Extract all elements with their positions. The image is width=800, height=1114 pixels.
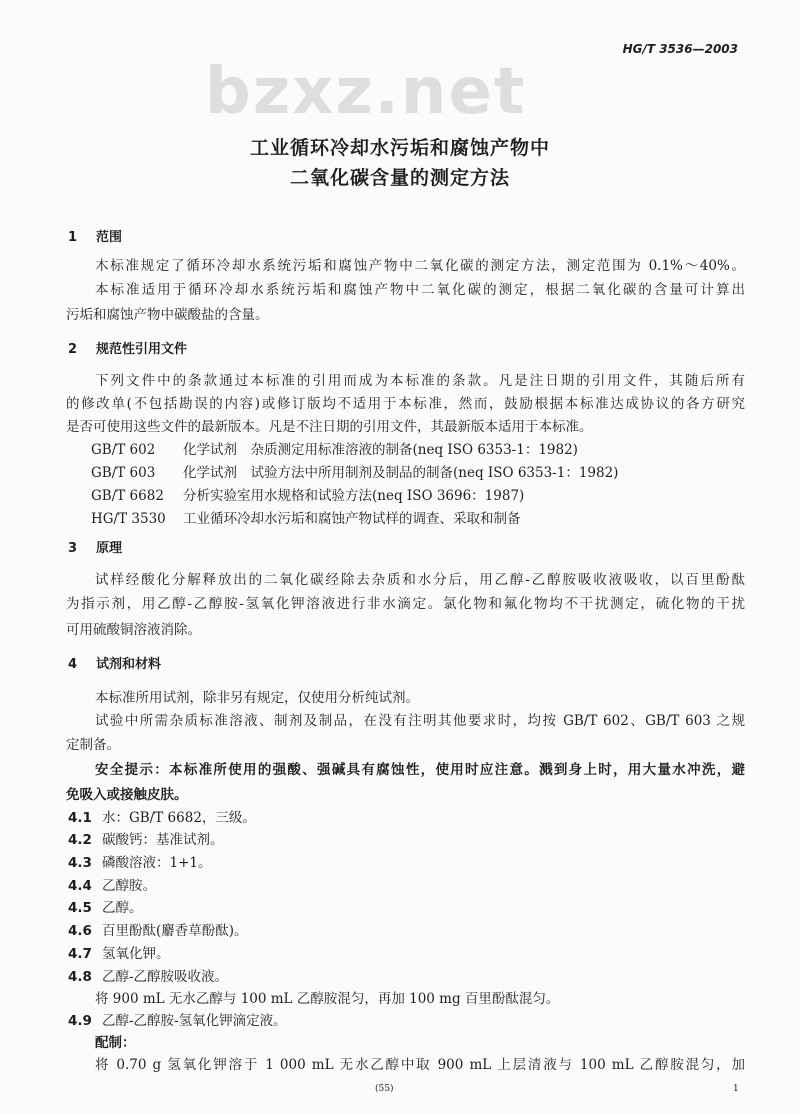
doc-title-line-1: 工业循环冷却水污垢和腐蚀产物中 <box>249 137 550 159</box>
subclause <box>68 922 248 940</box>
subclause <box>68 809 256 827</box>
page-label: (55) <box>375 1084 394 1094</box>
subclause <box>68 899 143 917</box>
reference-title: 分析实验室用水规格和试验方法(neq ISO 3696：1987) <box>183 488 525 504</box>
watermark: bzxz.net <box>205 55 527 129</box>
subclause <box>68 968 228 986</box>
doc-title-line-2: 二氧化碳含量的测定方法 <box>289 167 510 189</box>
subclause-text: 乙醇。 <box>102 900 143 916</box>
subclause-text: 乙醇胺。 <box>102 878 156 894</box>
reference-item <box>91 510 521 528</box>
subclause-number: 4.5 <box>68 900 92 916</box>
subclause-number: 4.3 <box>68 855 92 871</box>
reference-code: GB/T 603 <box>91 465 156 481</box>
paragraph-line: 可用硫酸铜溶液消除。 <box>66 622 201 638</box>
subclause-number: 4.7 <box>68 946 92 962</box>
subclause-text: 磷酸溶液：1+1。 <box>102 855 212 871</box>
paragraph-line: 试样经酸化分解释放出的二氧化碳经除去杂质和水分后，用乙醇-乙醇胺吸收液吸收，以百里酚酞 <box>95 572 745 588</box>
reference-title: 化学试剂 杂质测定用标准溶液的制备(neq ISO 6353-1：1982) <box>183 442 578 458</box>
safety-note-line: 免吸入或接触皮肤。 <box>66 787 188 803</box>
section-title: 试剂和材料 <box>96 657 162 672</box>
subclause-text: 百里酚酞(麝香草酚酞)。 <box>102 923 248 939</box>
subclause <box>68 854 212 872</box>
paragraph-line: 定制备。 <box>66 737 120 753</box>
page-number: 1 <box>733 1084 739 1094</box>
section-heading <box>68 341 187 359</box>
subclause-detail: 将 900 mL 无水乙醇与 100 mL 乙醇胺混匀，再加 100 mg 百里酚酞混匀。 <box>95 991 560 1007</box>
subclause-number: 4.8 <box>68 969 92 985</box>
paragraph-line: 本标准所用试剂，除非另有规定，仅使用分析纯试剂。 <box>95 690 419 706</box>
paragraph-line: 为指示剂，用乙醇-乙醇胺-氢氧化钾溶液进行非水滴定。氯化物和氟化物均不干扰测定，硫化物的干扰 <box>66 596 745 612</box>
subclause-number: 4.1 <box>68 810 92 826</box>
reference-title: 化学试剂 试验方法中所用制剂及制品的制备(neq ISO 6353-1：1982) <box>183 465 619 481</box>
subclause-number: 4.6 <box>68 923 92 939</box>
subclause-text: 乙醇-乙醇胺吸收液。 <box>102 969 229 985</box>
reference-code: HG/T 3530 <box>91 511 166 527</box>
reference-item <box>91 464 618 482</box>
paragraph-line: 试验中所需杂质标准溶液、制剂及制品，在没有注明其他要求时，均按 GB/T 602、GB/T 603 之规 <box>95 713 745 729</box>
paragraph-line: 的修改单(不包括勘误的内容)或修订版均不适用于本标准，然而，鼓励根据本标准达成协议的各方研究 <box>66 396 745 412</box>
section-title: 原理 <box>96 541 123 556</box>
subclause-number: 4.4 <box>68 878 92 894</box>
subclause-text: 乙醇-乙醇胺-氢氧化钾滴定液。 <box>102 1013 287 1029</box>
safety-note-line: 安全提示：本标准所使用的强酸、强碱具有腐蚀性，使用时应注意。溅到身上时，用大量水冲洗，避 <box>95 762 745 778</box>
section-number: 2 <box>68 342 78 357</box>
section-heading <box>68 540 122 558</box>
subclause-text: 氢氧化钾。 <box>102 946 170 962</box>
reference-code: GB/T 6682 <box>91 488 164 504</box>
paragraph-line: 污垢和腐蚀产物中碳酸盐的含量。 <box>66 307 269 323</box>
reference-code: GB/T 602 <box>91 442 156 458</box>
section-heading <box>68 229 122 247</box>
subclause-detail: 将 0.70 g 氢氧化钾溶于 1 000 mL 无水乙醇中取 900 mL 上层清液与 100 mL 乙醇胺混匀，加 <box>95 1057 745 1073</box>
paragraph-line: 本标准适用于循环冷却水系统污垢和腐蚀产物中二氧化碳的测定，根据二氧化碳的含量可计算出 <box>95 282 745 298</box>
reference-item <box>91 487 524 505</box>
section-number: 1 <box>68 230 78 245</box>
section-title: 规范性引用文件 <box>96 342 188 357</box>
paragraph-line: 是否可使用这些文件的最新版本。凡是不注日期的引用文件，其最新版本适用于本标准。 <box>66 419 593 435</box>
reference-title: 工业循环冷却水污垢和腐蚀产物试样的调查、采取和制备 <box>183 511 521 527</box>
section-title: 范围 <box>96 230 123 245</box>
subclause-text: 水：GB/T 6682，三级。 <box>102 810 256 826</box>
subclause-number: 4.2 <box>68 832 92 848</box>
standard-code: HG/T 3536—2003 <box>622 42 738 56</box>
section-heading <box>68 656 161 674</box>
subclause <box>68 877 156 895</box>
paragraph-line: 下列文件中的条款通过本标准的引用而成为本标准的条款。凡是注日期的引用文件，其随后所有 <box>95 373 745 389</box>
subclause-number: 4.9 <box>68 1013 92 1029</box>
paragraph-line: 木标准规定了循环冷却水系统污垢和腐蚀产物中二氧化碳的测定方法，测定范围为 0.1%～40%。 <box>95 258 745 274</box>
subclause <box>68 945 170 963</box>
subclause <box>68 831 224 849</box>
reference-item <box>91 441 578 459</box>
section-number: 3 <box>68 541 78 556</box>
preparation-label: 配制： <box>95 1035 136 1051</box>
section-number: 4 <box>68 657 78 672</box>
subclause-text: 碳酸钙：基准试剂。 <box>102 832 224 848</box>
subclause <box>68 1012 287 1030</box>
